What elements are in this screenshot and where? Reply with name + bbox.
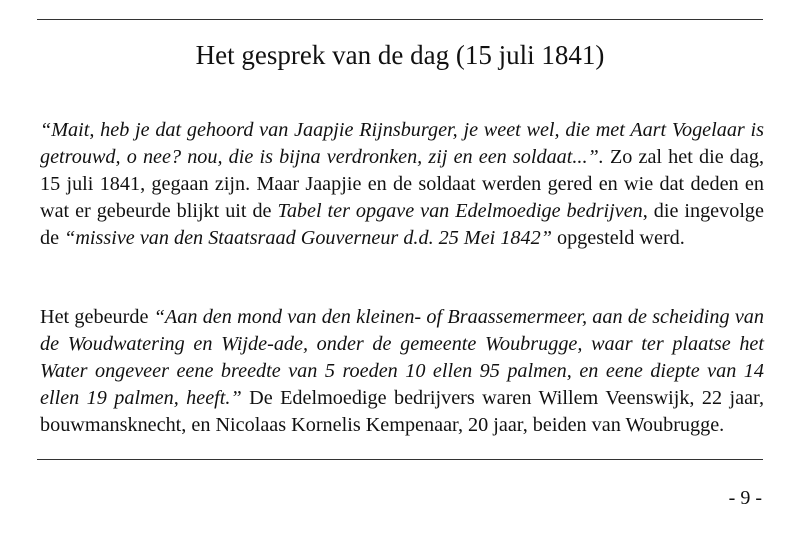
paragraph-2-text-b: De Edelmoedige bedrijvers waren Willem Veenswijk, 22 jaar, bouwmansknecht, en Nicolaas Kornelis Kempenaar, 20 jaar, beiden van Woubrugge. [40,387,764,436]
page-title: Het gesprek van de dag (15 juli 1841) [195,40,605,70]
tabel-title: Tabel ter opgave van Edelmoedige bedrijven [277,200,643,222]
paragraph-1-text-a: Zo zal het die dag, 15 juli 1841, gegaan zijn. Maar Jaapjie en de soldaat werden gered en wie dat deden en wat er gebeurde blijkt uit de [40,146,764,222]
missive-quote: “missive van den Staatsraad Gouverneur d.d. 25 Mei 1842” [64,227,552,249]
paragraph-2 [40,304,764,439]
paragraph-1-text-b: , die ingevolge de [40,200,764,249]
paragraph-1-text-c: opgesteld werd. [551,227,685,249]
top-rule [37,19,763,20]
paragraph-1 [40,117,764,252]
opening-quote: “Mait, heb je dat gehoord van Jaapjie Rijnsburger, je weet wel, die met Aart Vogelaar is getrouwd, o nee? nou, die is bijna verdronken, zij en een soldaat...”. [40,119,764,168]
location-quote: “Aan den mond van den kleinen- of Braassemermeer, aan de scheiding van de Woudwatering en Wijde-ade, onder de gemeente Woubrugge, waar ter plaatse het Water ongeveer eene breedte van 5 roeden 10 ellen 95 palmen, en eene diepte van 14 ellen 19 palmen, heeft.” [40,306,764,409]
paragraph-2-text-a: Het gebeurde [40,306,154,328]
page-number: - 9 - [728,487,762,509]
bottom-rule [37,459,763,460]
